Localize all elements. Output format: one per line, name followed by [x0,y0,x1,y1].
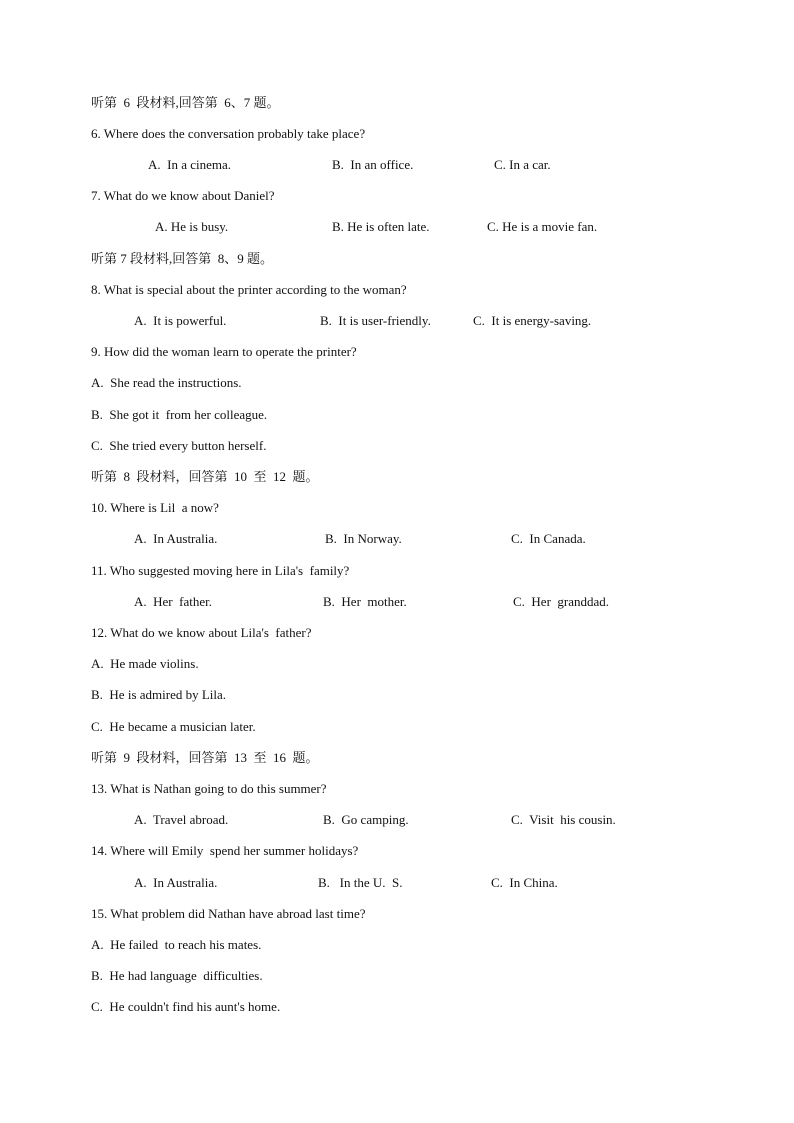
question-11: 11. Who suggested moving here in Lila's family? [91,563,350,578]
option-10a: A. In Australia. [134,531,218,546]
section-heading-9: 听第 9 段材料，回答第 13 至 16 题。 [91,750,319,765]
option-10b: B. In Norway. [325,531,402,546]
question-13: 13. What is Nathan going to do this summer? [91,781,327,796]
option-13b: B. Go camping. [323,812,409,827]
option-8a: A. It is powerful. [134,313,227,328]
question-10: 10. Where is Lil a now? [91,500,219,515]
question-6: 6. Where does the conversation probably take place? [91,126,366,141]
question-12: 12. What do we know about Lila's father? [91,625,312,640]
option-7c: C. He is a movie fan. [487,219,598,234]
option-11c: C. Her granddad. [513,594,610,609]
option-9c: C. She tried every button herself. [91,438,267,453]
option-7b: B. He is often late. [332,219,430,234]
option-12a: A. He made violins. [91,656,199,671]
question-8: 8. What is special about the printer according to the woman? [91,282,407,297]
option-11a: A. Her father. [134,594,212,609]
option-8c: C. It is energy-saving. [473,313,592,328]
option-14c: C. In China. [491,875,558,890]
option-14b: B. In the U. S. [318,875,403,890]
option-6c: C. In a car. [494,157,551,172]
section-heading-8: 听第 8 段材料，回答第 10 至 12 题。 [91,469,319,484]
option-15a: A. He failed to reach his mates. [91,937,262,952]
option-12b: B. He is admired by Lila. [91,687,227,702]
option-9b: B. She got it from her colleague. [91,407,268,422]
option-7a: A. He is busy. [155,219,229,234]
question-14: 14. Where will Emily spend her summer holidays? [91,843,359,858]
option-6a: A. In a cinema. [148,157,232,172]
option-13a: A. Travel abroad. [134,812,229,827]
section-heading-6: 听第 6 段材料,回答第 6、7 题。 [91,95,280,110]
option-14a: A. In Australia. [134,875,218,890]
section-heading-7: 听第 7 段材料,回答第 8、9 题。 [91,251,274,266]
question-15: 15. What problem did Nathan have abroad last time? [91,906,366,921]
option-13c: C. Visit his cousin. [511,812,616,827]
question-9: 9. How did the woman learn to operate the printer? [91,344,357,359]
option-12c: C. He became a musician later. [91,719,256,734]
option-15c: C. He couldn't find his aunt's home. [91,999,281,1014]
option-8b: B. It is user-friendly. [320,313,431,328]
option-10c: C. In Canada. [511,531,586,546]
question-7: 7. What do we know about Daniel? [91,188,275,203]
option-11b: B. Her mother. [323,594,407,609]
option-6b: B. In an office. [332,157,414,172]
option-9a: A. She read the instructions. [91,375,242,390]
option-15b: B. He had language difficulties. [91,968,263,983]
